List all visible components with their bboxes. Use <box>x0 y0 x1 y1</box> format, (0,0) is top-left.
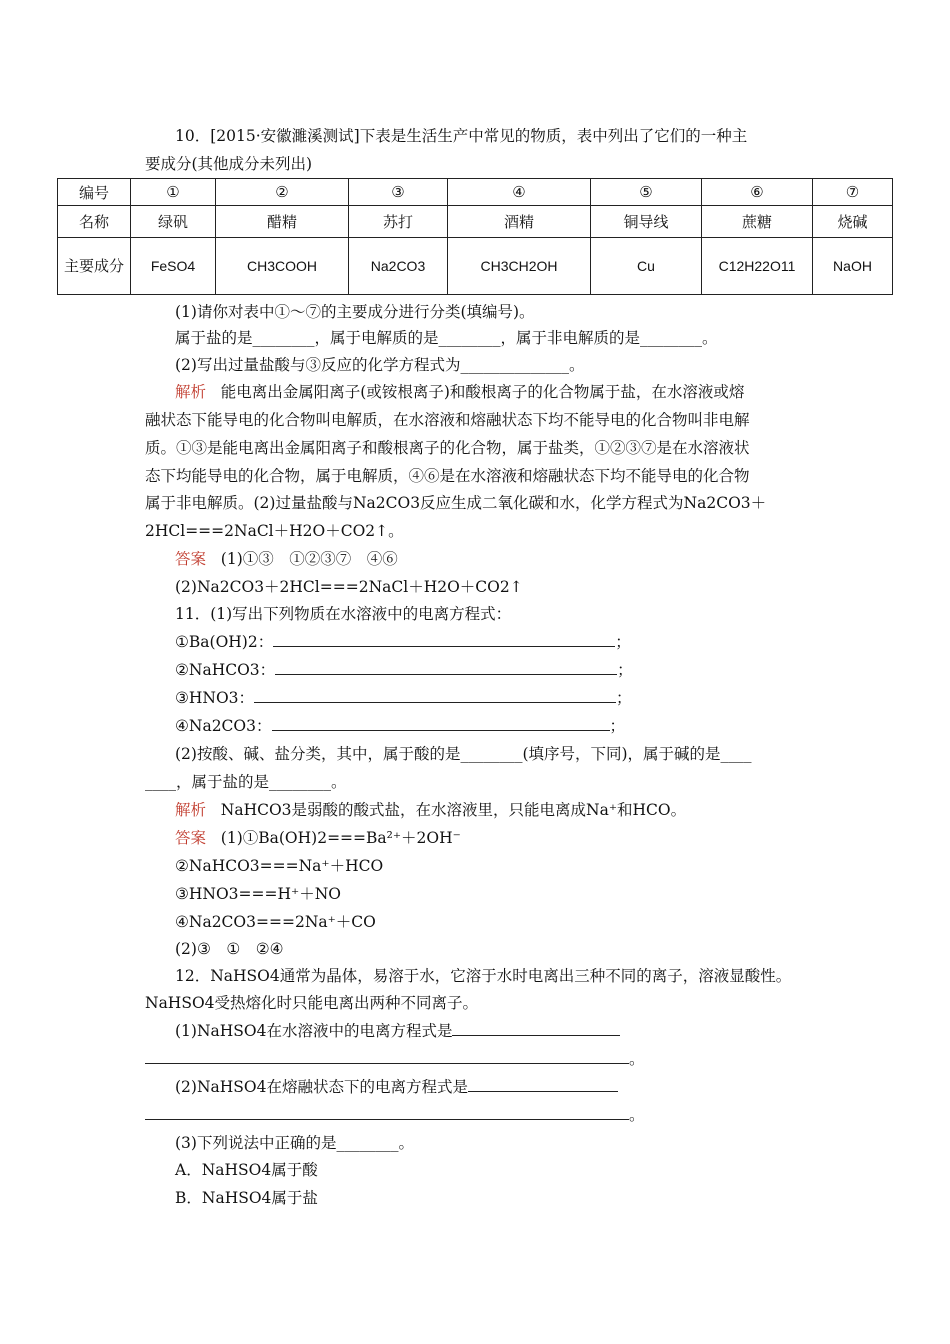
q11-answer-line1 <box>175 828 461 848</box>
q11-stem: 11．(1)写出下列物质在水溶液中的电离方程式： <box>175 605 512 623</box>
q11-item-label: ③HNO3： <box>175 689 255 707</box>
q10-analysis-line5: 属于非电解质。(2)过量盐酸与Na2CO3反应生成二氧化碳和水，化学方程式为Na2CO3＋ <box>145 494 767 512</box>
cell-component-1: FeSO4 <box>131 238 216 295</box>
q12-part1 <box>175 1021 620 1041</box>
cell-name-1: 绿矾 <box>131 206 216 238</box>
cell-component-7: NaOH <box>813 238 893 295</box>
q12-option-a: A．NaHSO4属于酸 <box>175 1161 318 1179</box>
end-mark: ； <box>609 717 626 735</box>
substance-table <box>57 178 893 295</box>
end-mark: ； <box>616 689 632 707</box>
q10-part2: (2)写出过量盐酸与③反应的化学方程式为______________。 <box>175 356 585 374</box>
q12-part3: (3)下列说法中正确的是________。 <box>175 1134 414 1152</box>
q11-item-label: ①Ba(OH)2： <box>175 633 274 651</box>
table-row-name <box>58 206 893 238</box>
q10-stem-line2: 要成分(其他成分未列出) <box>145 155 313 173</box>
q11-answer-line5: (2)③ ① ②④ <box>175 940 284 958</box>
cell-component-2: CH3COOH <box>216 238 349 295</box>
answer-label: 答案 <box>175 829 207 847</box>
q11-part2-line2: ____，属于盐的是________。 <box>145 773 347 791</box>
q11-analysis <box>175 800 686 820</box>
q10-part1: (1)请你对表中①～⑦的主要成分进行分类(填编号)。 <box>175 303 535 321</box>
q10-analysis-line3: 质。①③是能电离出金属阳离子和酸根离子的化合物，属于盐类，①②③⑦是在水溶液状 <box>145 439 750 457</box>
q11-item-2 <box>175 660 633 680</box>
q12-part2-cont <box>145 1105 645 1125</box>
answer-blank[interactable] <box>145 1105 629 1120</box>
table-row-number <box>58 179 893 206</box>
q11-item-1 <box>175 632 631 652</box>
q11-item-label: ④Na2CO3： <box>175 717 272 735</box>
answer-label: 答案 <box>175 550 207 568</box>
cell-number-7: ⑦ <box>813 179 893 206</box>
cell-number-5: ⑤ <box>591 179 702 206</box>
answer-blank[interactable] <box>275 660 617 675</box>
cell-number-2: ② <box>216 179 349 206</box>
cell-number-4: ④ <box>448 179 591 206</box>
q12-part2-text: (2)NaHSO4在熔融状态下的电离方程式是 <box>175 1078 468 1096</box>
analysis-label: 解析 <box>175 801 207 819</box>
q11-part2-line1: (2)按酸、碱、盐分类，其中，属于酸的是________(填序号，下同)，属于碱的是____ <box>175 745 752 763</box>
answer-blank[interactable] <box>452 1021 620 1036</box>
period: 。 <box>629 1106 645 1124</box>
row-label-name: 名称 <box>58 206 131 238</box>
q11-item-3 <box>175 688 632 708</box>
cell-component-3: Na2CO3 <box>349 238 448 295</box>
analysis-text: NaHCO3是弱酸的酸式盐，在水溶液里，只能电离成Na⁺和HCO。 <box>220 801 687 819</box>
q12-stem-line2: NaHSO4受热熔化时只能电离出两种不同离子。 <box>145 994 479 1012</box>
cell-name-4: 酒精 <box>448 206 591 238</box>
q10-answer-line2: (2)Na2CO3＋2HCl===2NaCl＋H2O＋CO2↑ <box>175 578 523 596</box>
cell-name-6: 蔗糖 <box>702 206 813 238</box>
q11-answer-line4: ④Na2CO3===2Na⁺＋CO <box>175 913 376 931</box>
cell-name-2: 醋精 <box>216 206 349 238</box>
q12-stem-line1: 12．NaHSO4通常为晶体，易溶于水，它溶于水时电离出三种不同的离子，溶液显酸性。 <box>175 967 792 985</box>
q10-analysis-line1 <box>175 382 744 402</box>
q10-part1-blanks: 属于盐的是________，属于电解质的是________，属于非电解质的是________。 <box>175 329 718 347</box>
cell-component-6: C12H22O11 <box>702 238 813 295</box>
analysis-label: 解析 <box>175 383 207 401</box>
row-label-component: 主要成分 <box>58 238 131 295</box>
answer-blank[interactable] <box>272 716 610 731</box>
q10-answer-line1 <box>175 549 398 569</box>
q10-stem-line1: 10．[2015·安徽濉溪测试]下表是生活生产中常见的物质，表中列出了它们的一种主 <box>175 127 748 145</box>
answer-blank[interactable] <box>145 1049 629 1064</box>
q10-analysis-line6: 2HCl===2NaCl＋H2O＋CO2↑。 <box>145 522 404 540</box>
q11-item-4 <box>175 716 625 736</box>
cell-component-5: Cu <box>591 238 702 295</box>
q10-analysis-line2: 融状态下能导电的化合物叫电解质，在水溶液和熔融状态下均不能导电的化合物叫非电解 <box>145 411 750 429</box>
end-mark: ； <box>615 633 631 651</box>
analysis-text: 能电离出金属阳离子(或铵根离子)和酸根离子的化合物属于盐，在水溶液或熔 <box>220 383 745 401</box>
period: 。 <box>629 1050 645 1068</box>
end-mark: ； <box>617 661 633 679</box>
q11-answer-line2: ②NaHCO3===Na⁺＋HCO <box>175 857 384 875</box>
cell-name-5: 铜导线 <box>591 206 702 238</box>
cell-number-6: ⑥ <box>702 179 813 206</box>
q12-part1-cont <box>145 1049 645 1069</box>
table-row-component <box>58 238 893 295</box>
cell-number-1: ① <box>131 179 216 206</box>
q12-part2 <box>175 1077 618 1097</box>
q11-answer-line3: ③HNO3===H⁺＋NO <box>175 885 341 903</box>
q10-analysis-line4: 态下均能导电的化合物，属于电解质，④⑥是在水溶液和熔融状态下均不能导电的化合物 <box>145 467 750 485</box>
q12-part1-text: (1)NaHSO4在水溶液中的电离方程式是 <box>175 1022 453 1040</box>
row-label-number: 编号 <box>58 179 131 206</box>
q12-option-b: B．NaHSO4属于盐 <box>175 1189 318 1207</box>
answer-text: (1)①Ba(OH)2===Ba²⁺＋2OH⁻ <box>220 829 461 847</box>
answer-text: (1)①③ ①②③⑦ ④⑥ <box>220 550 398 568</box>
answer-blank[interactable] <box>468 1077 618 1092</box>
cell-name-3: 苏打 <box>349 206 448 238</box>
cell-number-3: ③ <box>349 179 448 206</box>
cell-component-4: CH3CH2OH <box>448 238 591 295</box>
cell-name-7: 烧碱 <box>813 206 893 238</box>
q11-item-label: ②NaHCO3： <box>175 661 276 679</box>
answer-blank[interactable] <box>254 688 616 703</box>
answer-blank[interactable] <box>273 632 615 647</box>
